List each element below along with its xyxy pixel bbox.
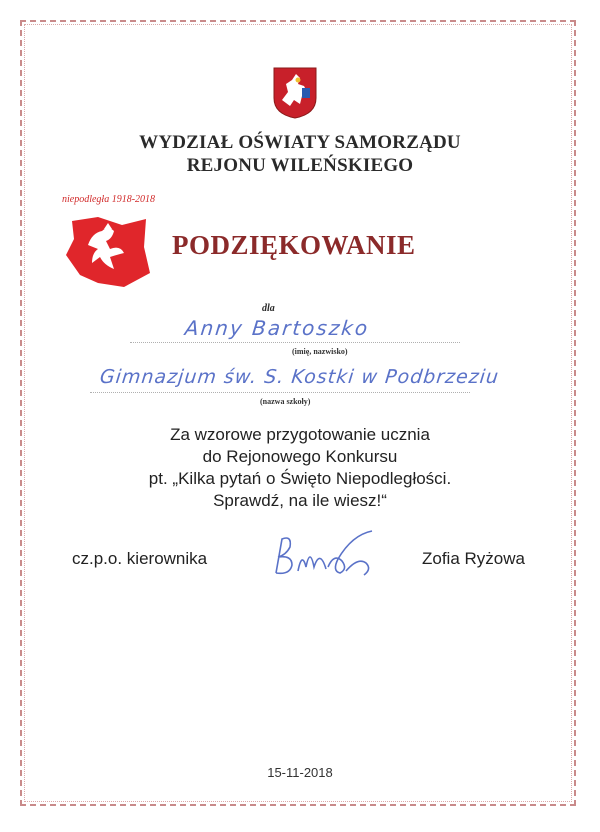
for-label: dla [262, 303, 275, 314]
document-date: 15-11-2018 [267, 765, 333, 780]
white-eagle-map-icon [58, 195, 158, 295]
signatory-role: cz.p.o. kierownika [72, 549, 208, 568]
body-line: do Rejonowego Konkursu [202, 447, 398, 466]
handwritten-signature [262, 527, 386, 585]
signer-name: Zofia Ryżowa [422, 549, 525, 568]
coat-of-arms-icon [272, 66, 318, 120]
body-line: pt. „Kilka pytań o Święto Niepodległości. [148, 469, 452, 488]
recipient-line [130, 342, 460, 343]
document-title: PODZIĘKOWANIE [172, 230, 416, 260]
body-line: Sprawdź, na ile wiesz!“ [213, 491, 387, 510]
school-line [90, 392, 470, 393]
school-caption: (nazwa szkoły) [260, 397, 311, 406]
org-name-line2: REJONU WILEŃSKIEGO [186, 155, 414, 176]
school-name: Gimnazjum św. S. Kostki w Podbrzeziu [98, 366, 501, 388]
recipient-caption: (imię, nazwisko) [292, 347, 348, 356]
org-name-line1: WYDZIAŁ OŚWIATY SAMORZĄDU [139, 132, 461, 153]
body-line: Za wzorowe przygotowanie ucznia [170, 425, 430, 444]
jubilee-label: niepodległa 1918-2018 [62, 194, 156, 205]
recipient-name: Anny Bartoszko [183, 316, 371, 340]
